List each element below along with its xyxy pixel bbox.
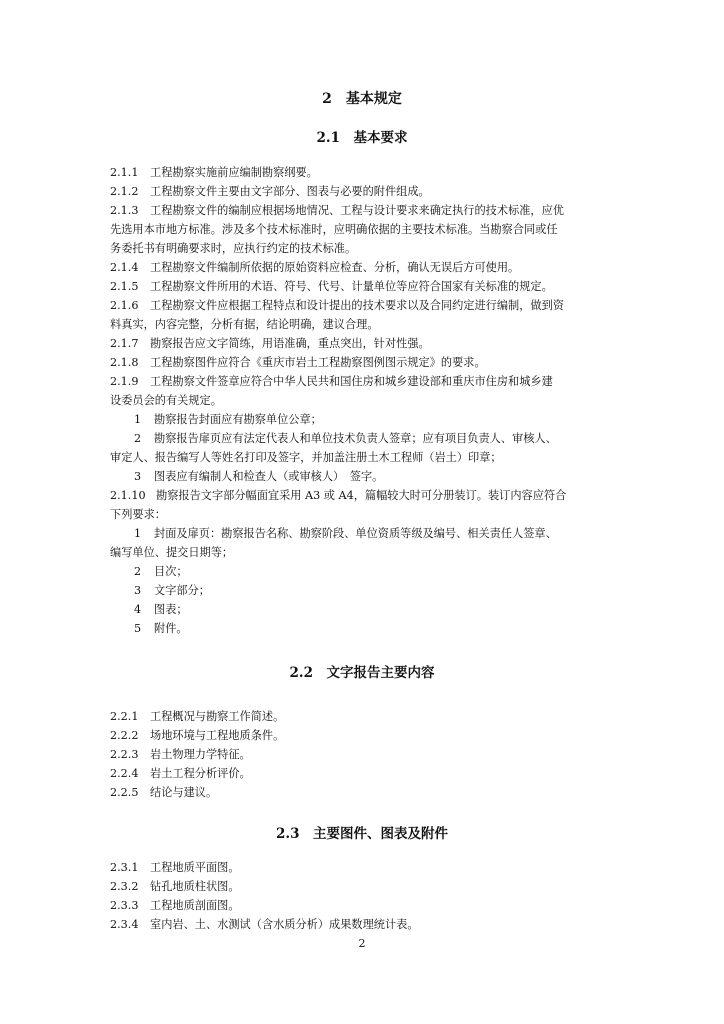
clause-number: 2.3.1 xyxy=(110,861,139,874)
clause-text: 工程勘察文件的编制应根据场地情况、工程与设计要求来确定执行的技术标准，应优 xyxy=(150,204,564,217)
clause-2-1-7 xyxy=(110,334,625,353)
list-item xyxy=(110,562,625,581)
chapter-title: 2 基本规定 xyxy=(322,91,402,107)
clause-2-1-3 xyxy=(110,201,625,220)
list-item xyxy=(110,581,625,600)
clause-2-1-9-line-2: 设委员会的有关规定。 xyxy=(110,394,222,407)
clause-text: 勘察报告应文字简练，用语准确，重点突出，针对性强。 xyxy=(150,337,430,350)
clause-2-1-2 xyxy=(110,182,625,201)
clause-number: 2.1.8 xyxy=(110,356,139,369)
item-number: 1 xyxy=(134,413,142,426)
clause-number: 2.1.2 xyxy=(110,185,139,198)
item-text: 文字部分； xyxy=(154,584,210,597)
clause-2-2-1 xyxy=(110,707,625,726)
list-item xyxy=(110,429,625,448)
section-title-2-2: 2.2 文字报告主要内容 xyxy=(289,665,435,681)
clause-2-2-4 xyxy=(110,764,625,783)
clause-2-1-3-line-2: 先选用本市地方标准。涉及多个技术标准时，应明确依据的主要技术标准。当勘察合同或任 xyxy=(110,223,558,236)
clause-text: 工程勘察文件签章应符合中华人民共和国住房和城乡建设部和重庆市住房和城乡建 xyxy=(150,375,553,388)
clause-number: 2.1.7 xyxy=(110,337,139,350)
clause-2-1-10-line-2: 下列要求： xyxy=(110,508,166,521)
clause-text: 勘察报告文字部分幅面宜采用 A3 或 A4，篇幅较大时可分册装订。装订内容应符合 xyxy=(156,489,567,502)
list-item xyxy=(110,410,625,429)
clause-2-3-2 xyxy=(110,877,625,896)
clause-text: 工程勘察实施前应编制勘察纲要。 xyxy=(150,166,318,179)
clause-number: 2.1.6 xyxy=(110,299,139,312)
clause-text: 工程勘察文件编制所依据的原始资料应检查、分析，确认无误后方可使用。 xyxy=(150,261,520,274)
item-text: 附件。 xyxy=(154,622,188,635)
clause-2-1-6 xyxy=(110,296,625,315)
item-text: 勘察报告扉页应有法定代表人和单位技术负责人签章；应有项目负责人、审核人、 xyxy=(154,432,557,445)
item-number: 2 xyxy=(134,432,142,445)
clause-text: 岩土物理力学特征。 xyxy=(150,748,251,761)
clause-2-1-1 xyxy=(110,163,625,182)
section-title-2-3: 2.3 主要图件、图表及附件 xyxy=(276,826,448,842)
item-text: 图表应有编制人和检查人（或审核人） 签字。 xyxy=(154,470,384,483)
clause-number: 2.1.4 xyxy=(110,261,139,274)
clause-text: 工程勘察文件主要由文字部分、图表与必要的附件组成。 xyxy=(150,185,430,198)
clause-text: 工程勘察文件应根据工程特点和设计提出的技术要求以及合同约定进行编制，做到资 xyxy=(150,299,564,312)
clause-number: 2.2.1 xyxy=(110,710,139,723)
list-item xyxy=(110,524,625,543)
section-title-2-1: 2.1 基本要求 xyxy=(316,130,408,146)
clause-2-1-4 xyxy=(110,258,625,277)
clause-text: 工程地质平面图。 xyxy=(150,861,240,874)
list-item-continuation: 审定人、报告编写人等姓名打印及签字，并加盖注册土木工程师（岩土）印章； xyxy=(110,451,502,464)
clause-text: 工程地质剖面图。 xyxy=(150,899,240,912)
clause-text: 室内岩、土、水测试（含水质分析）成果数理统计表。 xyxy=(150,918,419,931)
clause-text: 工程概况与勘察工作简述。 xyxy=(150,710,285,723)
list-item-continuation: 编写单位、提交日期等； xyxy=(110,546,234,559)
list-item xyxy=(110,600,625,619)
clause-text: 工程勘察图件应符合《重庆市岩土工程勘察图例图示规定》的要求。 xyxy=(150,356,486,369)
page-number: 2 xyxy=(358,937,366,950)
section-2-2-body xyxy=(110,707,625,802)
list-item xyxy=(110,467,625,486)
clause-number: 2.2.4 xyxy=(110,767,139,780)
clause-2-3-1 xyxy=(110,858,625,877)
item-text: 勘察报告封面应有勘察单位公章； xyxy=(154,413,322,426)
clause-text: 钻孔地质柱状图。 xyxy=(150,880,240,893)
clause-text: 岩土工程分析评价。 xyxy=(150,767,251,780)
clause-number: 2.1.10 xyxy=(110,489,146,502)
clause-number: 2.1.1 xyxy=(110,166,139,179)
clause-number: 2.2.3 xyxy=(110,748,139,761)
clause-2-2-2 xyxy=(110,726,625,745)
clause-2-3-3 xyxy=(110,896,625,915)
clause-2-1-3-line-3: 务委托书有明确要求时，应执行约定的技术标准。 xyxy=(110,242,357,255)
clause-number: 2.3.4 xyxy=(110,918,139,931)
clause-text: 工程勘察文件所用的术语、符号、代号、计量单位等应符合国家有关标准的规定。 xyxy=(150,280,553,293)
clause-text: 结论与建议。 xyxy=(150,786,218,799)
clause-number: 2.3.3 xyxy=(110,899,139,912)
clause-2-3-4 xyxy=(110,915,625,934)
clause-number: 2.2.2 xyxy=(110,729,139,742)
clause-2-1-5 xyxy=(110,277,625,296)
clause-number: 2.1.9 xyxy=(110,375,139,388)
item-number: 5 xyxy=(134,622,142,635)
section-2-1-body xyxy=(110,163,625,638)
item-number: 1 xyxy=(134,527,142,540)
clause-number: 2.3.2 xyxy=(110,880,139,893)
list-item xyxy=(110,619,625,638)
item-number: 3 xyxy=(134,470,142,483)
clause-2-1-9 xyxy=(110,372,625,391)
clause-2-1-10 xyxy=(110,486,625,505)
item-number: 4 xyxy=(134,603,142,616)
item-number: 2 xyxy=(134,565,142,578)
item-number: 3 xyxy=(134,584,142,597)
section-2-3-body xyxy=(110,858,625,934)
clause-2-2-3 xyxy=(110,745,625,764)
item-text: 封面及扉页：勘察报告名称、勘察阶段、单位资质等级及编号、相关责任人签章、 xyxy=(154,527,557,540)
item-text: 图表； xyxy=(154,603,188,616)
clause-text: 场地环境与工程地质条件。 xyxy=(150,729,285,742)
clause-2-1-8 xyxy=(110,353,625,372)
clause-2-2-5 xyxy=(110,783,625,802)
clause-number: 2.1.5 xyxy=(110,280,139,293)
clause-2-1-6-line-2: 料真实，内容完整，分析有据，结论明确，建议合理。 xyxy=(110,318,379,331)
clause-number: 2.1.3 xyxy=(110,204,139,217)
clause-number: 2.2.5 xyxy=(110,786,139,799)
item-text: 目次； xyxy=(154,565,188,578)
